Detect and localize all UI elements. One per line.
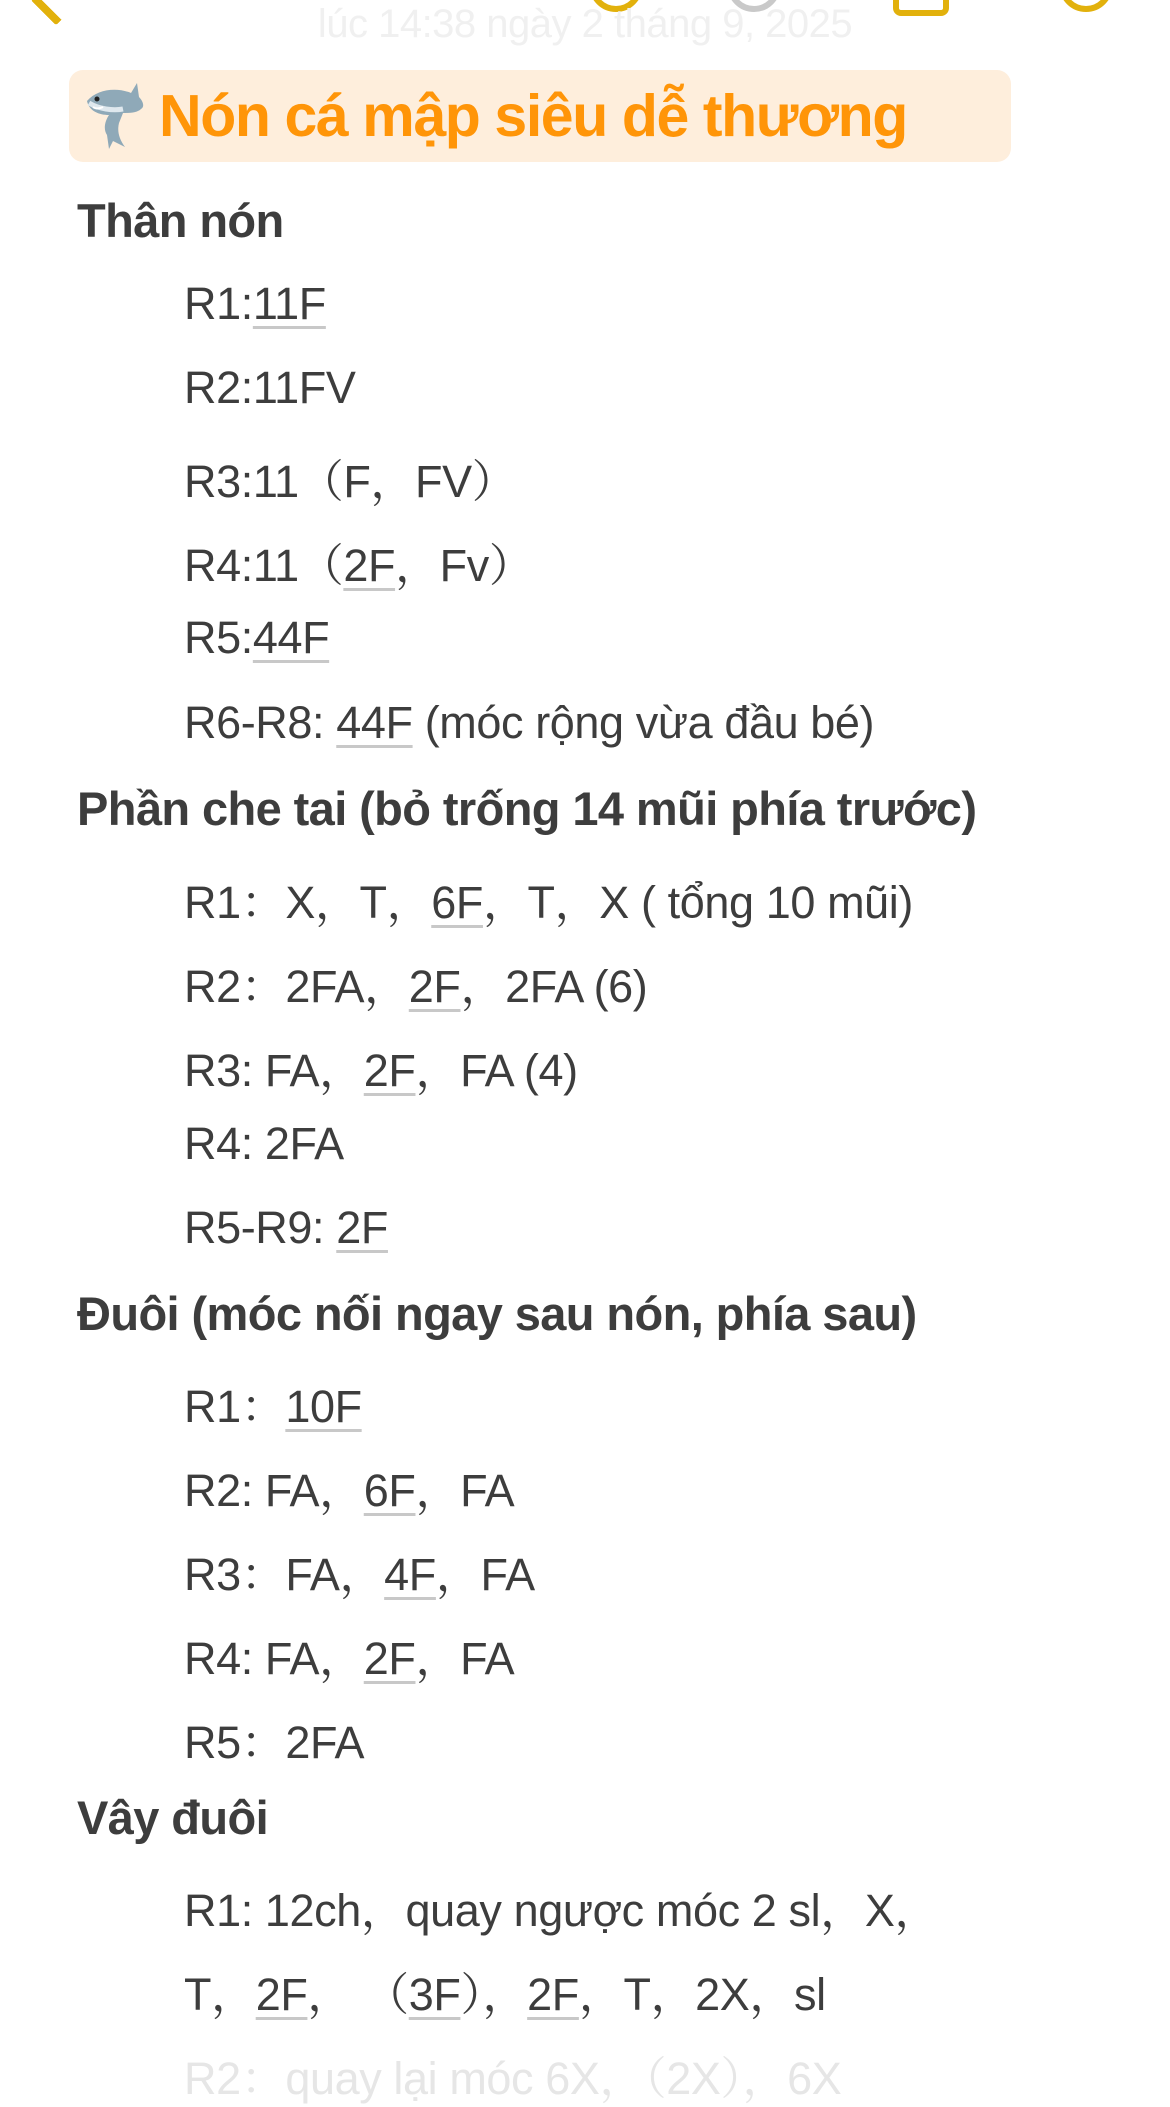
pattern-row: R1: 12ch，quay ngược móc 2 sl，X， [184,1885,940,1936]
pattern-row: R4: FA，2F，FA [184,1633,515,1684]
pattern-row: R2:11FV [184,362,356,413]
pattern-row: R3：FA，4F，FA [184,1549,535,1600]
shark-emoji-icon [79,79,149,153]
notes-toolbar [0,0,1170,60]
note-title-block[interactable] [69,70,1011,162]
pattern-row: R3: FA，2F，FA (4) [184,1045,578,1096]
pattern-row-faded: R2：quay lại móc 6X，（2X），6X [184,2053,842,2104]
pattern-row: R3:11（F，FV） [184,456,517,507]
pattern-row: R1:11F [184,278,326,329]
note-date: lúc 14:38 ngày 2 tháng 9, 2025 [317,2,853,46]
section-heading: Vây đuôi [77,1791,269,1844]
pattern-row: R5-R9: 2F [184,1202,388,1253]
pattern-row: R4: 2FA [184,1118,344,1169]
section-heading: Phần che tai (bỏ trống 14 mũi phía trước) [77,782,977,835]
pattern-row: R1：X，T，6F，T，X ( tổng 10 mũi) [184,877,913,928]
note-title: Nón cá mập siêu dễ thương [159,83,907,149]
pattern-row: R2: FA，6F，FA [184,1465,515,1516]
pattern-row: R5：2FA [184,1717,365,1768]
section-heading: Đuôi (móc nối ngay sau nón, phía sau) [77,1287,917,1340]
pattern-row: R2：2FA，2F，2FA (6) [184,961,648,1012]
pattern-row: R4:11（2F，Fv） [184,540,534,591]
pattern-row: R6-R8: 44F (móc rộng vừa đầu bé) [184,697,875,748]
section-heading: Thân nón [77,194,284,247]
pattern-row: R5:44F [184,612,330,663]
pattern-row: R1：10F [184,1381,362,1432]
pattern-row: T，2F， （3F），2F，T，2X，sl [184,1969,826,2020]
